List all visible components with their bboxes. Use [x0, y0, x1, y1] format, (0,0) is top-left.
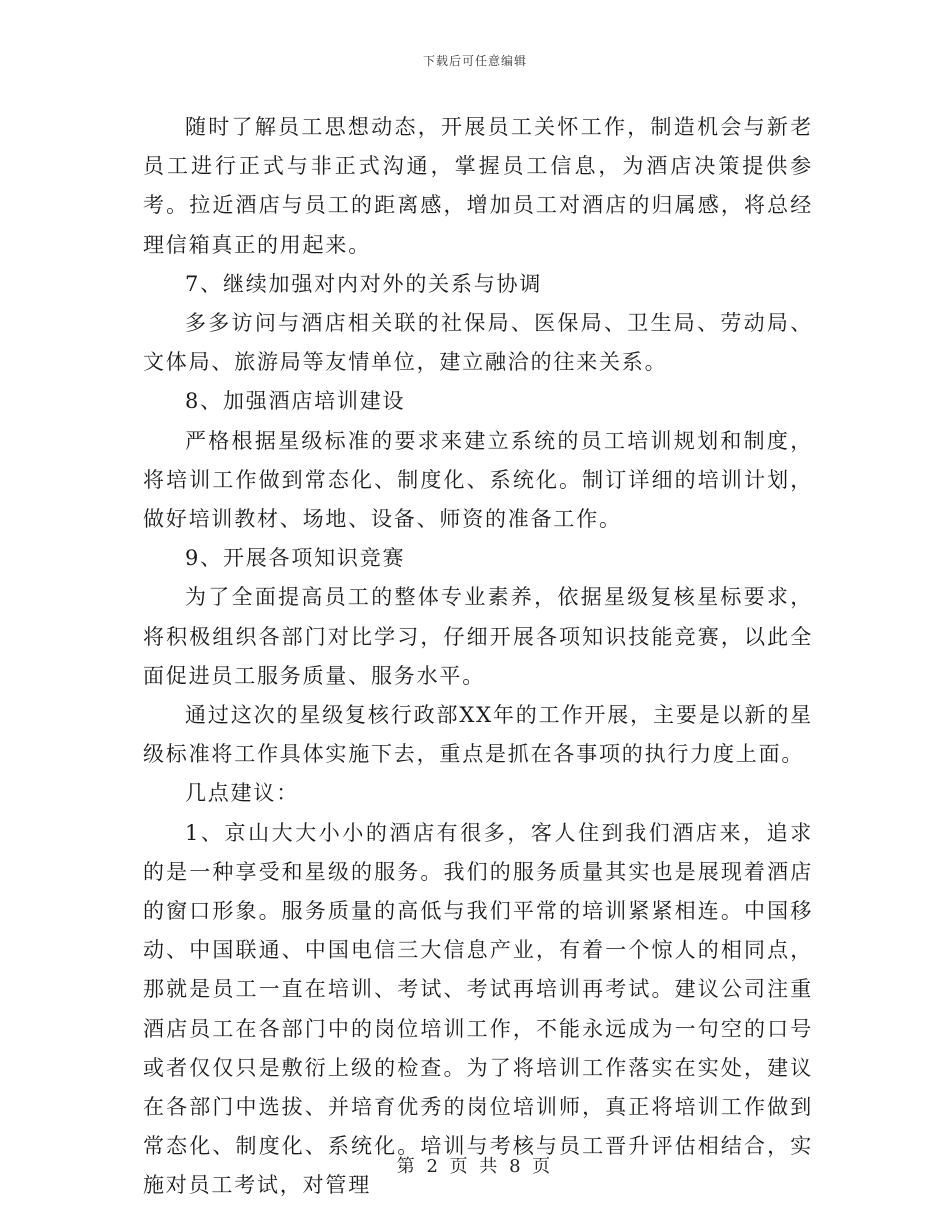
- page-footer: 第 2 页 共 8 页: [396, 1156, 554, 1177]
- paragraph-training-construction: 严格根据星级标准的要求来建立系统的员工培训规划和制度，将培训工作做到常态化、制度化、系统化。制订详细的培训计划，做好培训教材、场地、设备、师资的准备工作。: [143, 428, 813, 532]
- section-heading-8: 8、加强酒店培训建设: [185, 389, 406, 414]
- document-body: [143, 108, 813, 1206]
- paragraph-summary: 通过这次的星级复核行政部XX年的工作开展，主要是以新的星级标准将工作具体实施下去，重点是抓在各事项的执行力度上面。: [143, 703, 813, 767]
- paragraph-external-relations: 多多访问与酒店相关联的社保局、医保局、卫生局、劳动局、文体局、旅游局等友情单位，建立融洽的往来关系。: [143, 311, 813, 375]
- paragraph-knowledge-competition: 为了全面提高员工的整体专业素养，依据星级复核星标要求，将积极组织各部门对比学习，仔细开展各项知识技能竞赛，以此全面促进员工服务质量、服务水平。: [143, 585, 813, 688]
- paragraph-suggestion-1: 1、京山大大小小的酒店有很多，客人住到我们酒店来，追求的是一种享受和星级的服务。我们的服务质量其实也是展现着酒店的窗口形象。服务质量的高低与我们平常的培训紧紧相连。中国移动、中国联通、中国电信三大信息产业，有着一个惊人的相同点，那就是员工一直在培训、考试、考试再培训再考试。建议公司注重酒店员工在各部门中的岗位培训工作，不能永远成为一句空的口号或者仅仅只是敷衍上级的检查。为了将培训工作落实在实处，建议在各部门中选拔、并培育优秀的岗位培训师，真正将培训工作做到常态化、制度化、系统化。培训与考核与员工晋升评估相结合，实施对员工考试，对管理: [143, 820, 813, 1198]
- section-heading-7: 7、继续加强对内对外的关系与协调: [185, 271, 543, 296]
- section-heading-9: 9、开展各项知识竞赛: [185, 546, 406, 571]
- paragraph-employee-care: 随时了解员工思想动态，开展员工关怀工作，制造机会与新老员工进行正式与非正式沟通，掌握员工信息，为酒店决策提供参考。拉近酒店与员工的距离感，增加员工对酒店的归属感，将总经理信箱真正的用起来。: [143, 115, 813, 257]
- page-header: 下载后可任意编辑: [422, 54, 527, 68]
- suggestions-heading: 几点建议：: [185, 781, 299, 806]
